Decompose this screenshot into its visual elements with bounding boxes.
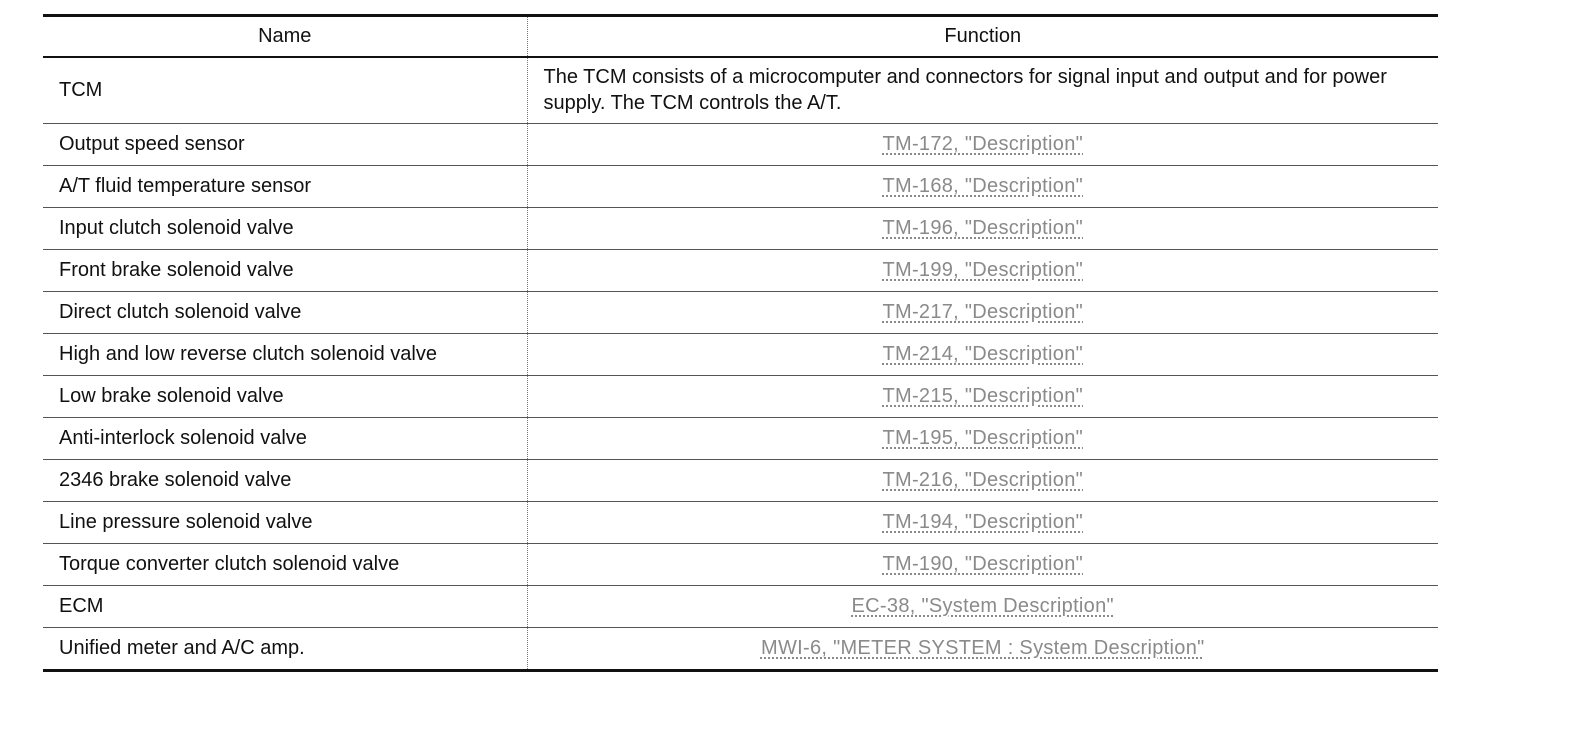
function-cell xyxy=(527,586,1438,628)
table-row xyxy=(43,502,1438,544)
function-cell xyxy=(527,502,1438,544)
table-row xyxy=(43,208,1438,250)
component-name: Output speed sensor xyxy=(43,124,527,166)
table-body xyxy=(43,57,1438,671)
component-function-table xyxy=(43,14,1438,672)
reference-link[interactable]: TM-190, "Description" xyxy=(882,553,1084,575)
reference-link[interactable]: TM-199, "Description" xyxy=(882,259,1084,281)
component-function-text: The TCM consists of a microcomputer and connectors for signal input and output and for power supply. The TCM controls the A/T. xyxy=(527,57,1438,124)
table-row xyxy=(43,376,1438,418)
function-column-header: Function xyxy=(527,16,1438,58)
component-name: Input clutch solenoid valve xyxy=(43,208,527,250)
name-column-header: Name xyxy=(43,16,527,58)
function-cell xyxy=(527,292,1438,334)
reference-link[interactable]: TM-216, "Description" xyxy=(882,469,1084,491)
table-row xyxy=(43,292,1438,334)
reference-link[interactable]: TM-217, "Description" xyxy=(882,301,1084,323)
reference-link[interactable]: TM-168, "Description" xyxy=(882,175,1084,197)
table-row xyxy=(43,586,1438,628)
function-cell xyxy=(527,250,1438,292)
component-name: Low brake solenoid valve xyxy=(43,376,527,418)
reference-link[interactable]: TM-172, "Description" xyxy=(882,133,1084,155)
reference-link[interactable]: TM-194, "Description" xyxy=(882,511,1084,533)
table-row xyxy=(43,57,1438,124)
table-row xyxy=(43,628,1438,671)
table-header xyxy=(43,16,1438,58)
component-name: High and low reverse clutch solenoid valve xyxy=(43,334,527,376)
component-name: Torque converter clutch solenoid valve xyxy=(43,544,527,586)
table-row xyxy=(43,460,1438,502)
reference-link[interactable]: TM-215, "Description" xyxy=(882,385,1084,407)
component-name: Line pressure solenoid valve xyxy=(43,502,527,544)
reference-link[interactable]: MWI-6, "METER SYSTEM : System Description" xyxy=(760,637,1205,659)
component-name: A/T fluid temperature sensor xyxy=(43,166,527,208)
reference-link[interactable]: TM-196, "Description" xyxy=(882,217,1084,239)
function-cell xyxy=(527,460,1438,502)
table-row xyxy=(43,544,1438,586)
function-cell xyxy=(527,544,1438,586)
reference-link[interactable]: EC-38, "System Description" xyxy=(851,595,1114,617)
component-name: TCM xyxy=(43,57,527,124)
function-cell xyxy=(527,208,1438,250)
reference-link[interactable]: TM-214, "Description" xyxy=(882,343,1084,365)
function-cell xyxy=(527,166,1438,208)
table-row xyxy=(43,418,1438,460)
function-cell xyxy=(527,376,1438,418)
reference-link[interactable]: TM-195, "Description" xyxy=(882,427,1084,449)
header-row xyxy=(43,16,1438,58)
function-cell xyxy=(527,418,1438,460)
table-row xyxy=(43,124,1438,166)
component-name: 2346 brake solenoid valve xyxy=(43,460,527,502)
component-table-container xyxy=(43,14,1438,672)
table-row xyxy=(43,166,1438,208)
component-name: Unified meter and A/C amp. xyxy=(43,628,527,671)
function-cell xyxy=(527,628,1438,671)
function-cell xyxy=(527,124,1438,166)
component-name: ECM xyxy=(43,586,527,628)
component-name: Direct clutch solenoid valve xyxy=(43,292,527,334)
function-cell xyxy=(527,334,1438,376)
table-row xyxy=(43,250,1438,292)
component-name: Front brake solenoid valve xyxy=(43,250,527,292)
table-row xyxy=(43,334,1438,376)
component-name: Anti-interlock solenoid valve xyxy=(43,418,527,460)
